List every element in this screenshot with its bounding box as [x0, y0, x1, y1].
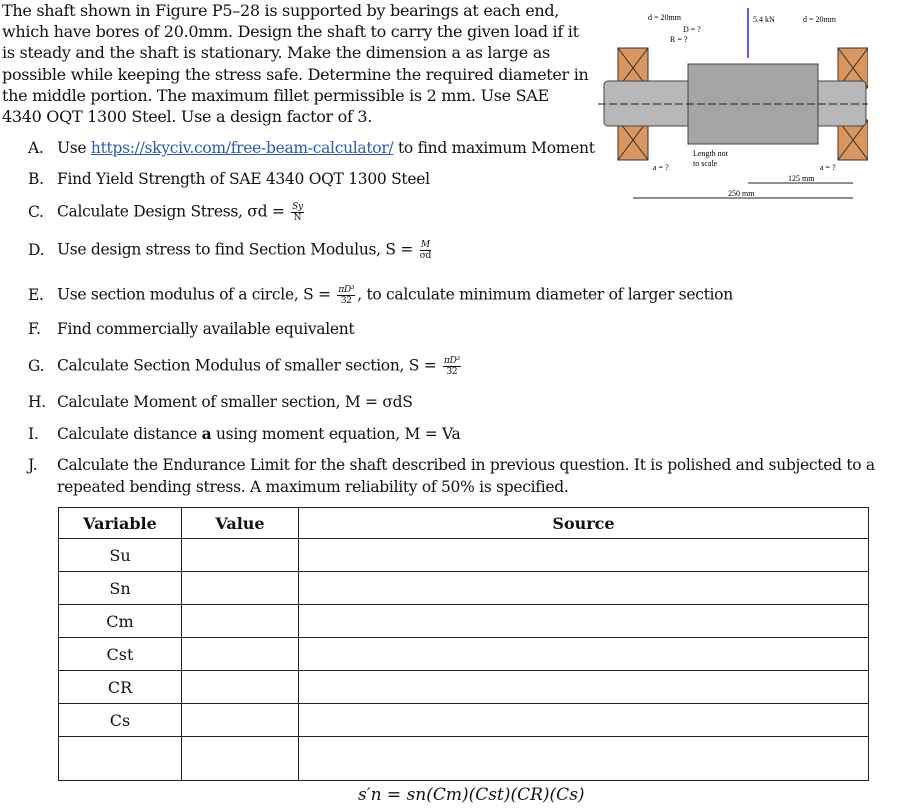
skyciv-link[interactable]: https://skyciv.com/free-beam-calculator/ — [90, 139, 394, 157]
step-j: J. Calculate the Endurance Limit for the shaft described in previous question. It is polished and subjected to a — [28, 456, 875, 474]
step-h: H. Calculate Moment of smaller section, M = σdS — [28, 393, 413, 411]
label-d-left: d = 20mm — [648, 13, 681, 22]
table-row — [59, 539, 869, 572]
value-cell[interactable] — [182, 605, 299, 638]
label-a-right: a = ? — [820, 163, 836, 172]
step-a: A. Use https://skyciv.com/free-beam-calculator/ to find maximum Moment — [28, 139, 595, 157]
table-row — [59, 671, 869, 704]
source-cell[interactable] — [299, 671, 869, 704]
variable-cell — [59, 737, 182, 781]
value-cell[interactable] — [182, 671, 299, 704]
table-row — [59, 638, 869, 671]
value-cell[interactable] — [182, 704, 299, 737]
label-125: 125 mm — [788, 174, 815, 183]
endurance-formula: s′n = sn(Cm)(Cst)(CR)(Cs) — [358, 785, 585, 805]
source-cell[interactable] — [299, 605, 869, 638]
header-source: Source — [299, 508, 869, 539]
step-e: E. Use section modulus of a circle, S = $\frac{\text{πD³}}{32}$ , to calculate minimum diameter of larger section — [28, 285, 733, 306]
header-value: Value — [182, 508, 299, 539]
label-D: D = ? — [683, 25, 701, 34]
header-variable: Variable — [59, 508, 182, 539]
step-j-line2: repeated bending stress. A maximum reliability of 50% is specified. — [57, 478, 569, 496]
source-cell[interactable] — [299, 539, 869, 572]
variable-cell: Su — [59, 539, 182, 572]
table-row — [59, 605, 869, 638]
value-cell[interactable] — [182, 638, 299, 671]
step-c: C. Calculate Design Stress, σd = $\frac{Sy}{N}$ — [28, 202, 303, 223]
variable-cell: Cm — [59, 605, 182, 638]
table-row — [59, 572, 869, 605]
source-cell[interactable] — [299, 638, 869, 671]
endurance-table — [58, 507, 869, 781]
step-f: F. Find commercially available equivalent — [28, 320, 355, 338]
source-cell[interactable] — [299, 737, 869, 781]
variable-cell: CR — [59, 671, 182, 704]
label-R: R = ? — [670, 35, 688, 44]
step-i: I. Calculate distance a using moment equation, M = Va — [28, 424, 461, 443]
value-cell[interactable] — [182, 539, 299, 572]
step-g: G. Calculate Section Modulus of smaller section, S = $\frac{\text{πD³}}{32}$ — [28, 356, 460, 377]
label-note2: to scale — [693, 159, 718, 168]
label-a-left: a = ? — [653, 163, 669, 172]
problem-statement: The shaft shown in Figure P5–28 is supported by bearings at each end, which have bores of 20.0mm. Design the shaft to carry the given load if it is steady and the shaft is stationary. Make the dimension a as large as possible while keeping the stress safe. Determine the required diameter in the middle portion. The maximum fillet permissible is 2 mm. Use SAE 4340 OQT 1300 Steel. Use a design factor of 3. — [2, 1, 589, 127]
variable-cell: Sn — [59, 572, 182, 605]
step-b: B. Find Yield Strength of SAE 4340 OQT 1300 Steel — [28, 170, 430, 188]
variable-cell: Cst — [59, 638, 182, 671]
label-250: 250 mm — [728, 189, 755, 198]
value-cell[interactable] — [182, 737, 299, 781]
source-cell[interactable] — [299, 572, 869, 605]
label-note1: Length not — [693, 149, 728, 158]
step-d: D. Use design stress to find Section Modulus, S = $\frac{M}{\sigma d}$ — [28, 240, 431, 261]
source-cell[interactable] — [299, 704, 869, 737]
table-row — [59, 737, 869, 781]
variable-cell: Cs — [59, 704, 182, 737]
label-load: 5.4 kN — [753, 15, 775, 24]
table-row — [59, 704, 869, 737]
value-cell[interactable] — [182, 572, 299, 605]
label-d-right: d = 20mm — [803, 15, 836, 24]
shaft-figure — [598, 8, 868, 208]
